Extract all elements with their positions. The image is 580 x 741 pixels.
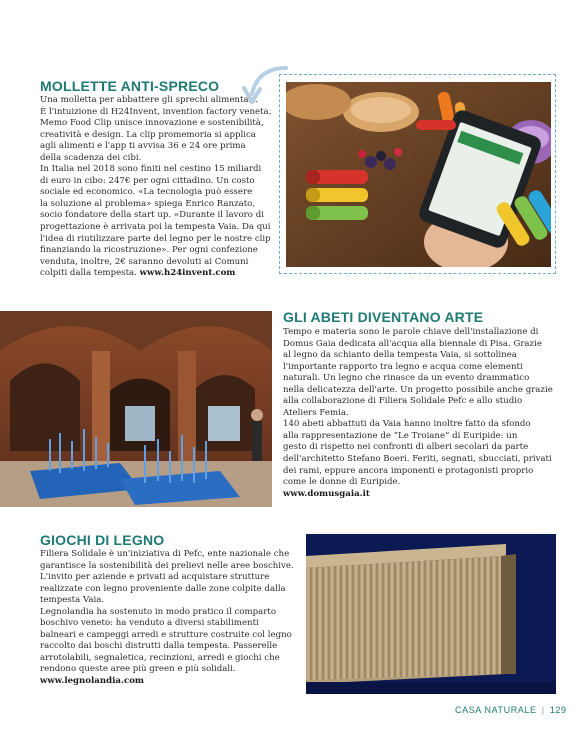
photo-arsenale-installation (0, 311, 272, 507)
footer-separator: | (541, 705, 545, 715)
wooden-facade-illustration (306, 534, 556, 694)
section-body-giochi (40, 549, 305, 688)
text-line: della scadenza dei cibi. (40, 152, 142, 163)
text-last-line: colpiti dalla tempesta. (40, 268, 137, 279)
text-line (40, 268, 280, 280)
section-title-mollette: MOLLETTE ANTI-SPRECO (40, 78, 220, 94)
text-line: venduta, inoltre, 2€ saranno devoluti ai Comuni (40, 256, 249, 267)
page-footer (455, 705, 567, 715)
text-line: Filiera Solidale è un'iniziativa di Pefc, ente nazionale che (40, 549, 290, 559)
text-line: la soluzione al problema» spiega Enrico Ranzato, (40, 198, 256, 209)
photo-wooden-facade (306, 534, 556, 694)
text-line: 140 abeti abbattuti da Vaia hanno inoltre fatto da sfondo (283, 419, 531, 430)
page-number: 129 (549, 705, 567, 715)
text-line: l'idea di riutilizzare parte del legno per le nostre clip (40, 233, 271, 244)
text-line: realizzate con legno proveniente dalle zone colpite dalla (40, 583, 286, 594)
text-line: dei rami, eppure ancora imponenti e protagonisti proprio (283, 465, 534, 476)
section-body-mollette (40, 95, 280, 280)
text-line: Tempo e materia sono le parole chiave dell'installazione di (283, 327, 539, 337)
link-domusgaia[interactable]: www.domusgaia.it (283, 488, 370, 499)
text-line: agli alimenti e l'app ti avvisa 36 e 24 ore prima (40, 141, 246, 152)
text-line: al legno da schianto della tempesta Vaia, si sottolinea (283, 350, 517, 361)
text-line: balneari e campeggi arredi e strutture costruite col legno (40, 629, 292, 640)
text-line: Domus Gaia dedicata all'acqua alla biennale di Pisa. Grazie (283, 338, 542, 349)
text-line: raccolto dai boschi distrutti dalla tempesta. Passerelle (40, 641, 278, 652)
section-title-abeti: GLI ABETI DIVENTANO ARTE (283, 309, 484, 325)
text-line: rendono queste aree più green e più solidali. (40, 664, 236, 675)
text-line: In Italia nel 2018 sono finiti nel cestino 15 miliardi (40, 164, 262, 175)
text-line: tempesta Vaia. (40, 595, 105, 606)
link-h24invent[interactable]: www.h24invent.com (139, 268, 236, 279)
text-line: L'invito per aziende e privati ad acquistare strutture (40, 572, 270, 583)
text-line: creatività e design. La clip promemoria si applica (40, 129, 256, 140)
text-line: alla rappresentazione de “Le Troiane” di Euripide: un (283, 430, 518, 441)
text-line: gesto di rispetto nei confronti di alberi secolari da parte (283, 442, 529, 453)
text-line: Una molletta per abbattere gli sprechi alimentari. (40, 95, 259, 105)
text-line: Legnolandia ha sostenuto in modo pratico il comparto (40, 606, 276, 617)
text-line: finanziando la ricostruzione». Per ogni confezione (40, 245, 258, 256)
text-line: alla collaborazione di Filiera Solidale Pefc e allo studio (283, 396, 523, 407)
text-line: progettazione è arrivata poi la tempesta Vaia. Da qui (40, 222, 271, 233)
text-line: nella delicatezza dell'arte. Un progetto possibile anche grazie (283, 384, 553, 395)
text-line: garantisce la sostenibilità dei prelievi nelle aree boschive. (40, 560, 294, 571)
text-line: Ateliers Femia. (283, 407, 349, 418)
text-line: arrotolabili, segnaletica, recinzioni, arredi e giochi che (40, 652, 280, 663)
section-title-giochi: GIOCHI DI LEGNO (40, 532, 165, 548)
food-clips-illustration (286, 82, 551, 267)
arsenale-illustration (0, 311, 272, 507)
text-line: come le donne di Euripide. (283, 477, 401, 488)
photo-food-clips (286, 82, 551, 267)
text-line: naturali. Un legno che rinasce da un evento drammatico (283, 373, 530, 384)
magazine-name: CASA NATURALE (455, 705, 537, 715)
text-line: Memo Food Clip unisce innovazione e sostenibilità, (40, 118, 264, 129)
section-body-abeti (283, 327, 573, 500)
text-line: socio fondatore della start up. «Durante il lavoro di (40, 210, 264, 221)
text-line: l'importante rapporto tra legno e acqua come elementi (283, 361, 523, 372)
text-line: boschivo veneto: ha venduto a diversi stabilimenti (40, 618, 259, 629)
text-line: dell'architetto Stefano Boeri. Feriti, segnati, sbucciati, privati (283, 454, 552, 465)
text-line: È l'intuizione di H24Invent, invention factory veneta. (40, 106, 272, 117)
text-line: sociale ed economico. «La tecnologia può essere (40, 187, 253, 198)
link-legnolandia[interactable]: www.legnolandia.com (40, 676, 145, 687)
text-line: di euro in cibo: 247€ per ogni cittadino. Un costo (40, 175, 255, 186)
